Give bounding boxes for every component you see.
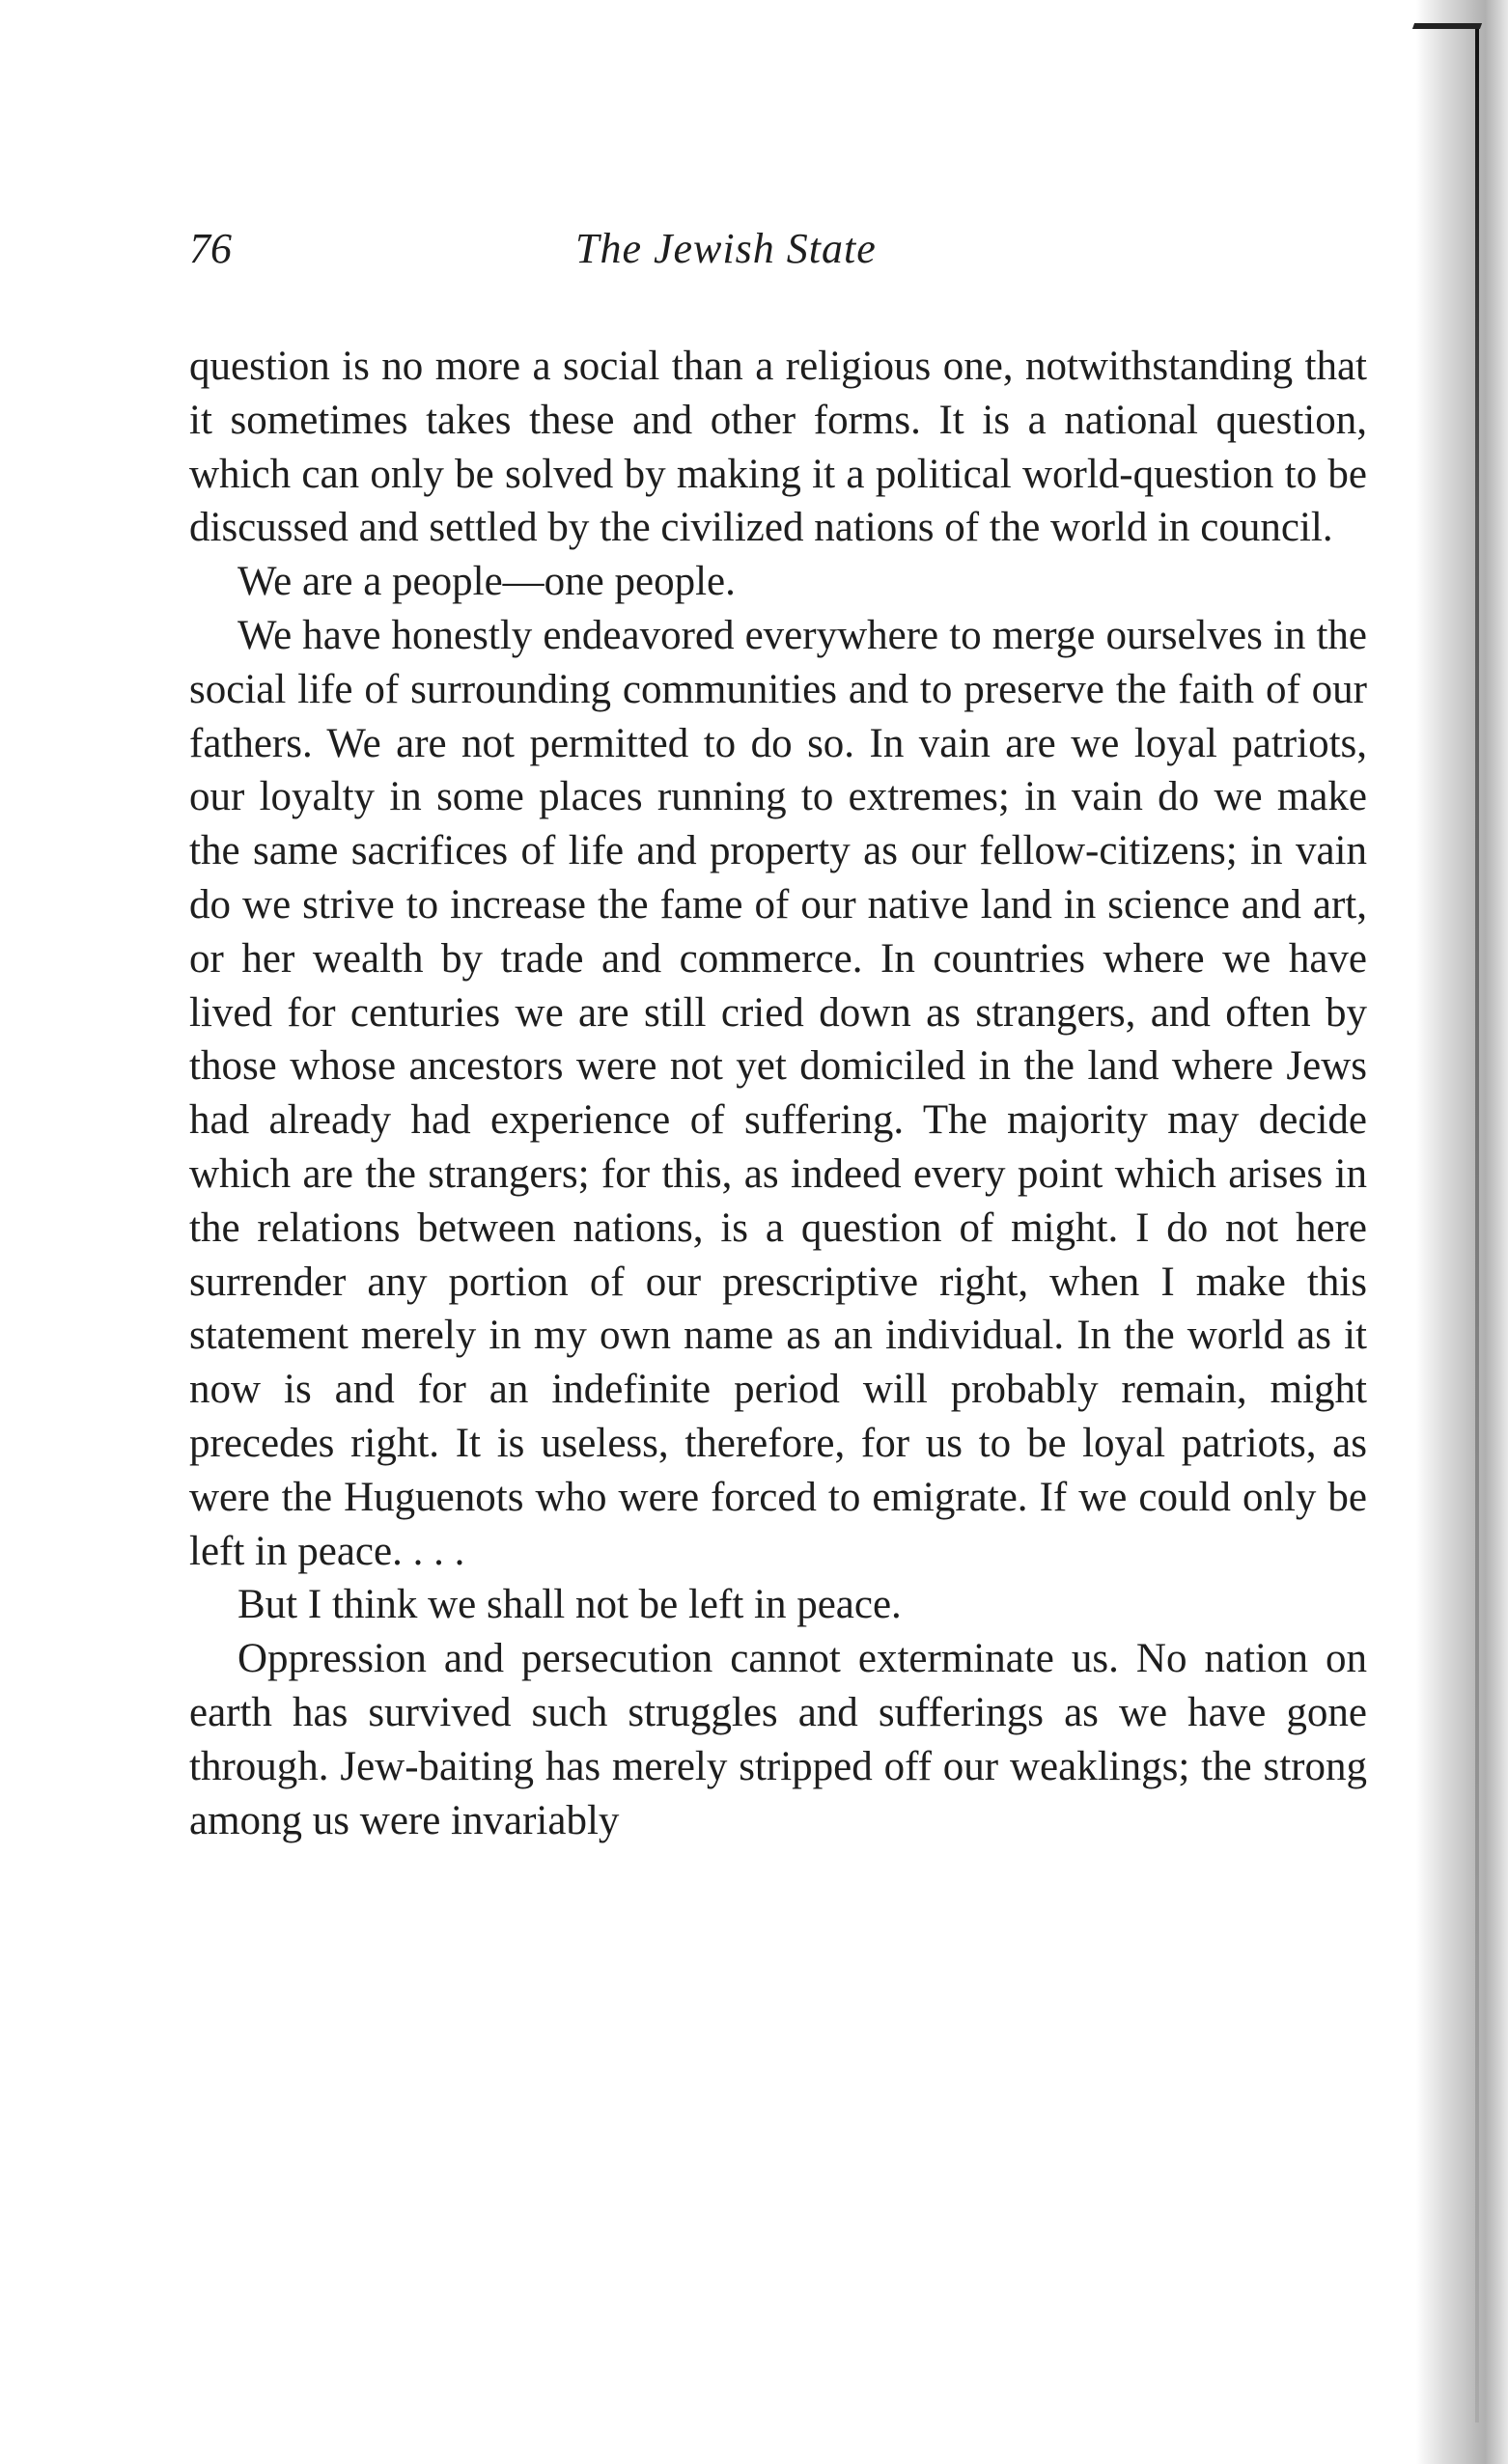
paragraph: But I think we shall not be left in peace. — [237, 1582, 902, 1628]
paragraph: We are a people—one people. — [237, 559, 736, 605]
paragraph: We have honestly endeavored everywhere to merge ourselves in the social life of surrounding communities and to preserve the faith of our fathers. We are not permitted to do so. In vain are we loyal patriots, our loyalty in some places running to extremes; in vain do we make the same sacrifices of life and property as our fellow-citizens; in vain do we strive to increase the fame of our native land in science and art, or her wealth by trade and commerce. In countries where we have lived for centuries we are still cried down as strangers, and often by those whose ancestors were not yet domiciled in the land where Jews had already had experience of suffering. The majority may decide which are the strangers; for this, as indeed every point which arises in the relations between nations, is a question of might. I do not here surrender any portion of our prescriptive right, when I make this statement merely in my own name as an individual. In the world as it now is and for an indefinite period will probably remain, might precedes right. It is useless, therefore, for us to be loyal patriots, as were the Huguenots who were forced to emigrate. If we could only be left in peace. . . . — [189, 612, 1367, 1574]
body-text — [189, 340, 1367, 1847]
book-gutter-shadow — [1416, 0, 1508, 2464]
page-number: 76 — [189, 225, 232, 272]
running-head — [189, 224, 1367, 282]
book-title: The Jewish State — [575, 225, 877, 272]
paragraph: Oppression and persecution cannot exterminate us. No nation on earth has survived such struggles and sufferings as we have gone through. Jew-baiting has merely stripped off our weaklings; the strong among us were invariably — [189, 1636, 1367, 1843]
page-edge-mark — [1412, 23, 1482, 29]
page-edge-line — [1475, 29, 1479, 2422]
paragraph-continued: question is no more a social than a religious one, notwithstanding that it sometimes takes these and other forms. It is a national question, which can only be solved by making it a political world-question to be discussed and settled by the civilized nations of the world in council. — [189, 344, 1367, 551]
